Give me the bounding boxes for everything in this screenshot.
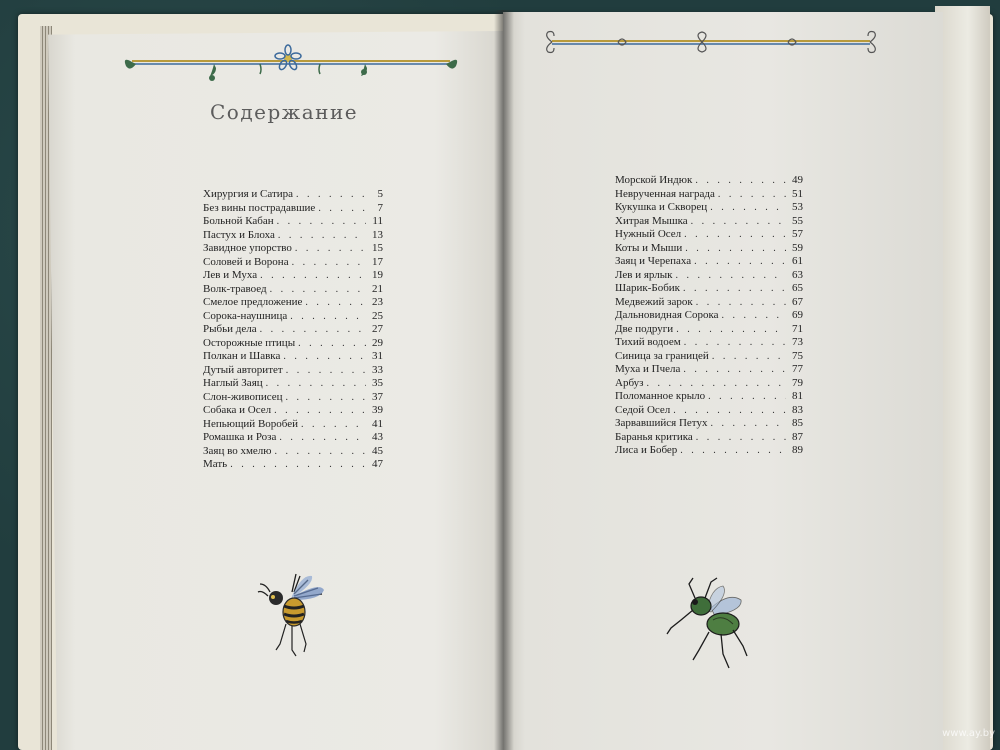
toc-entry-title: Арбуз [615,376,644,389]
toc-dot-leader [718,188,786,202]
toc-dot-leader [305,296,366,310]
toc-entry-title: Медвежий зарок [615,295,693,308]
toc-dot-leader [318,202,366,216]
toc-entry[interactable] [203,188,383,202]
toc-entry-title: Ромашка и Роза [203,431,277,443]
toc-entry-title: Сорока-наушница [203,309,288,322]
toc-dot-leader [275,445,366,459]
toc-entry[interactable] [615,417,803,431]
floral-ornament-left [120,40,460,90]
toc-entry[interactable] [615,444,803,458]
toc-entry-page: 25 [372,309,383,322]
toc-dot-leader [696,296,786,310]
toc-entry-page: 89 [792,444,803,456]
toc-entry-page: 23 [372,296,383,308]
toc-entry-title: Зарвавшийся Петух [615,417,708,429]
toc-entry[interactable] [615,228,803,242]
toc-dot-leader [283,350,366,364]
toc-entry-title: Кукушка и Скворец [615,201,708,213]
toc-dot-leader [292,256,366,270]
toc-entry[interactable] [203,418,383,432]
toc-entry[interactable] [615,174,803,188]
toc-entry-page: 31 [372,350,383,362]
toc-entry[interactable] [615,404,803,418]
toc-entry-page: 67 [792,295,803,308]
toc-dot-leader [710,417,786,431]
toc-entry[interactable] [615,390,803,404]
toc-entry-page: 21 [372,282,383,295]
toc-entry[interactable] [203,364,383,378]
toc-entry-page: 41 [372,417,383,430]
toc-entry[interactable] [203,350,383,364]
toc-entry[interactable] [203,215,383,229]
toc-dot-leader [266,377,366,391]
toc-dot-leader [279,431,366,445]
toc-entry-page: 83 [792,403,803,416]
toc-entry-title: Рыбьи дела [203,323,257,335]
toc-entry-title: Заяц во хмелю [203,444,272,457]
toc-dot-leader [684,336,786,350]
toc-dot-leader [722,309,786,323]
toc-entry[interactable] [203,283,383,297]
toc-entry-page: 73 [792,336,803,348]
toc-entry-page: 79 [792,376,803,389]
toc-entry-page: 37 [372,390,383,403]
toc-entry-title: Без вины пострадавшие [203,201,316,214]
page-title: Содержание [210,100,359,124]
toc-entry-page: 55 [792,214,803,227]
toc-entry-title: Нужный Осел [615,228,682,240]
toc-entry-title: Муха и Пчела [615,363,681,375]
toc-entry-title: Дальновидная Сорока [615,309,719,321]
toc-entry-page: 45 [372,444,383,457]
bee-illustration [256,566,328,662]
toc-entry-title: Седой Осел [615,403,671,416]
toc-entry-page: 13 [372,228,383,241]
watermark: www.ay.by [942,728,995,739]
toc-entry[interactable] [615,296,803,310]
toc-entry-page: 35 [372,377,383,389]
toc-entry[interactable] [203,269,383,283]
toc-entry-page: 5 [377,188,383,200]
toc-entry-title: Соловей и Ворона [203,255,289,268]
toc-entry-page: 63 [792,268,803,281]
toc-entry[interactable] [203,404,383,418]
toc-entry[interactable] [615,255,803,269]
toc-entry-page: 7 [377,201,383,214]
toc-entry[interactable] [615,363,803,377]
book-gutter [494,10,514,750]
toc-entry-page: 57 [792,228,803,240]
toc-dot-leader [260,269,366,283]
toc-dot-leader [710,201,786,215]
toc-entry[interactable] [615,350,803,364]
toc-entry-page: 85 [792,417,803,429]
toc-dot-leader [277,215,366,229]
toc-dot-leader [676,323,786,337]
toc-entry-title: Хитрая Мышка [615,214,688,227]
toc-entry[interactable] [203,242,383,256]
toc-entry[interactable] [615,323,803,337]
toc-entry[interactable] [203,202,383,216]
toc-entry-title: Неврученная награда [615,187,715,200]
toc-entry-page: 43 [372,431,383,443]
toc-entry[interactable] [203,445,383,459]
toc-entry-page: 39 [372,404,383,416]
toc-dot-leader [695,174,786,188]
toc-entry[interactable] [615,269,803,283]
toc-dot-leader [270,283,366,297]
toc-entry-page: 49 [792,174,803,186]
table-of-contents-right [615,174,803,458]
toc-dot-leader [286,391,366,405]
toc-dot-leader [673,404,786,418]
toc-entry-title: Полкан и Шавка [203,350,281,362]
toc-entry[interactable] [615,309,803,323]
toc-entry[interactable] [203,256,383,270]
toc-entry[interactable] [615,215,803,229]
toc-dot-leader [683,363,786,377]
toc-entry-title: Лиса и Бобер [615,444,678,456]
toc-dot-leader [301,418,366,432]
toc-entry-title: Заяц и Черепаха [615,255,692,267]
toc-entry[interactable] [203,323,383,337]
toc-entry-page: 75 [792,349,803,362]
toc-entry-page: 33 [372,363,383,376]
toc-dot-leader [278,229,366,243]
toc-entry[interactable] [203,296,383,310]
toc-entry-title: Коты и Мыши [615,241,683,254]
toc-entry-title: Завидное упорство [203,242,292,254]
toc-dot-leader [286,364,366,378]
toc-entry-page: 47 [372,458,383,470]
toc-entry-title: Смелое предложение [203,296,303,308]
toc-dot-leader [694,255,786,269]
toc-entry[interactable] [203,229,383,243]
toc-entry-title: Дутый авторитет [203,363,283,376]
toc-entry-title: Слон-живописец [203,390,283,403]
toc-entry[interactable] [615,188,803,202]
toc-dot-leader [683,282,786,296]
toc-entry-title: Баранья критика [615,430,693,443]
toc-entry[interactable] [203,377,383,391]
toc-entry[interactable] [615,282,803,296]
toc-entry-title: Хирургия и Сатира [203,188,294,200]
toc-dot-leader [296,188,366,202]
cover-edge [935,6,990,750]
toc-entry-title: Лев и Муха [203,269,258,281]
toc-entry-title: Две подруги [615,322,674,335]
toc-entry[interactable] [615,242,803,256]
toc-entry-title: Лев и ярлык [615,268,673,281]
toc-entry-page: 65 [792,282,803,294]
toc-entry[interactable] [615,201,803,215]
toc-dot-leader [712,350,786,364]
toc-entry[interactable] [203,337,383,351]
toc-entry-title: Больной Кабан [203,215,274,227]
toc-entry[interactable] [203,431,383,445]
toc-dot-leader [230,458,366,472]
toc-entry-title: Морской Индюк [615,174,693,186]
toc-entry-page: 81 [792,390,803,402]
toc-entry-page: 17 [372,255,383,268]
scroll-ornament-right [538,28,883,58]
toc-entry[interactable] [203,458,383,472]
toc-dot-leader [696,431,786,445]
toc-entry-title: Шарик-Бобик [615,282,681,294]
toc-entry-title: Пастух и Блоха [203,228,275,241]
toc-entry[interactable] [615,336,803,350]
toc-entry-title: Наглый Заяц [203,377,263,389]
toc-entry-title: Мать [203,458,228,470]
toc-entry-page: 61 [792,255,803,267]
toc-entry-page: 53 [792,201,803,213]
toc-entry-page: 29 [372,336,383,349]
toc-entry-page: 19 [372,269,383,281]
toc-entry-page: 71 [792,322,803,335]
toc-dot-leader [274,404,366,418]
toc-dot-leader [680,444,786,458]
toc-entry-page: 87 [792,430,803,443]
toc-dot-leader [685,242,786,256]
toc-entry-title: Тихий водоем [615,336,681,348]
toc-entry-page: 27 [372,323,383,335]
toc-entry[interactable] [615,431,803,445]
toc-entry-page: 11 [372,215,383,227]
toc-entry-title: Непьющий Воробей [203,417,298,430]
toc-dot-leader [676,269,787,283]
toc-entry-title: Собака и Осел [203,404,272,416]
toc-entry[interactable] [203,391,383,405]
toc-dot-leader [691,215,786,229]
toc-entry-page: 77 [792,363,803,375]
toc-entry-page: 51 [792,187,803,200]
table-of-contents-left [203,188,383,472]
toc-dot-leader [298,337,366,351]
toc-dot-leader [708,390,786,404]
toc-entry-page: 15 [372,242,383,254]
toc-dot-leader [295,242,366,256]
toc-dot-leader [260,323,366,337]
toc-entry-title: Поломанное крыло [615,390,706,402]
toc-entry-title: Волк-травоед [203,282,267,295]
toc-dot-leader [290,310,366,324]
toc-entry[interactable] [615,377,803,391]
toc-entry[interactable] [203,310,383,324]
toc-entry-page: 59 [792,241,803,254]
toc-dot-leader [646,377,786,391]
toc-dot-leader [684,228,786,242]
fly-illustration [665,572,753,672]
toc-entry-title: Осторожные птицы [203,336,296,349]
toc-entry-page: 69 [792,309,803,321]
toc-entry-title: Синица за границей [615,349,709,362]
